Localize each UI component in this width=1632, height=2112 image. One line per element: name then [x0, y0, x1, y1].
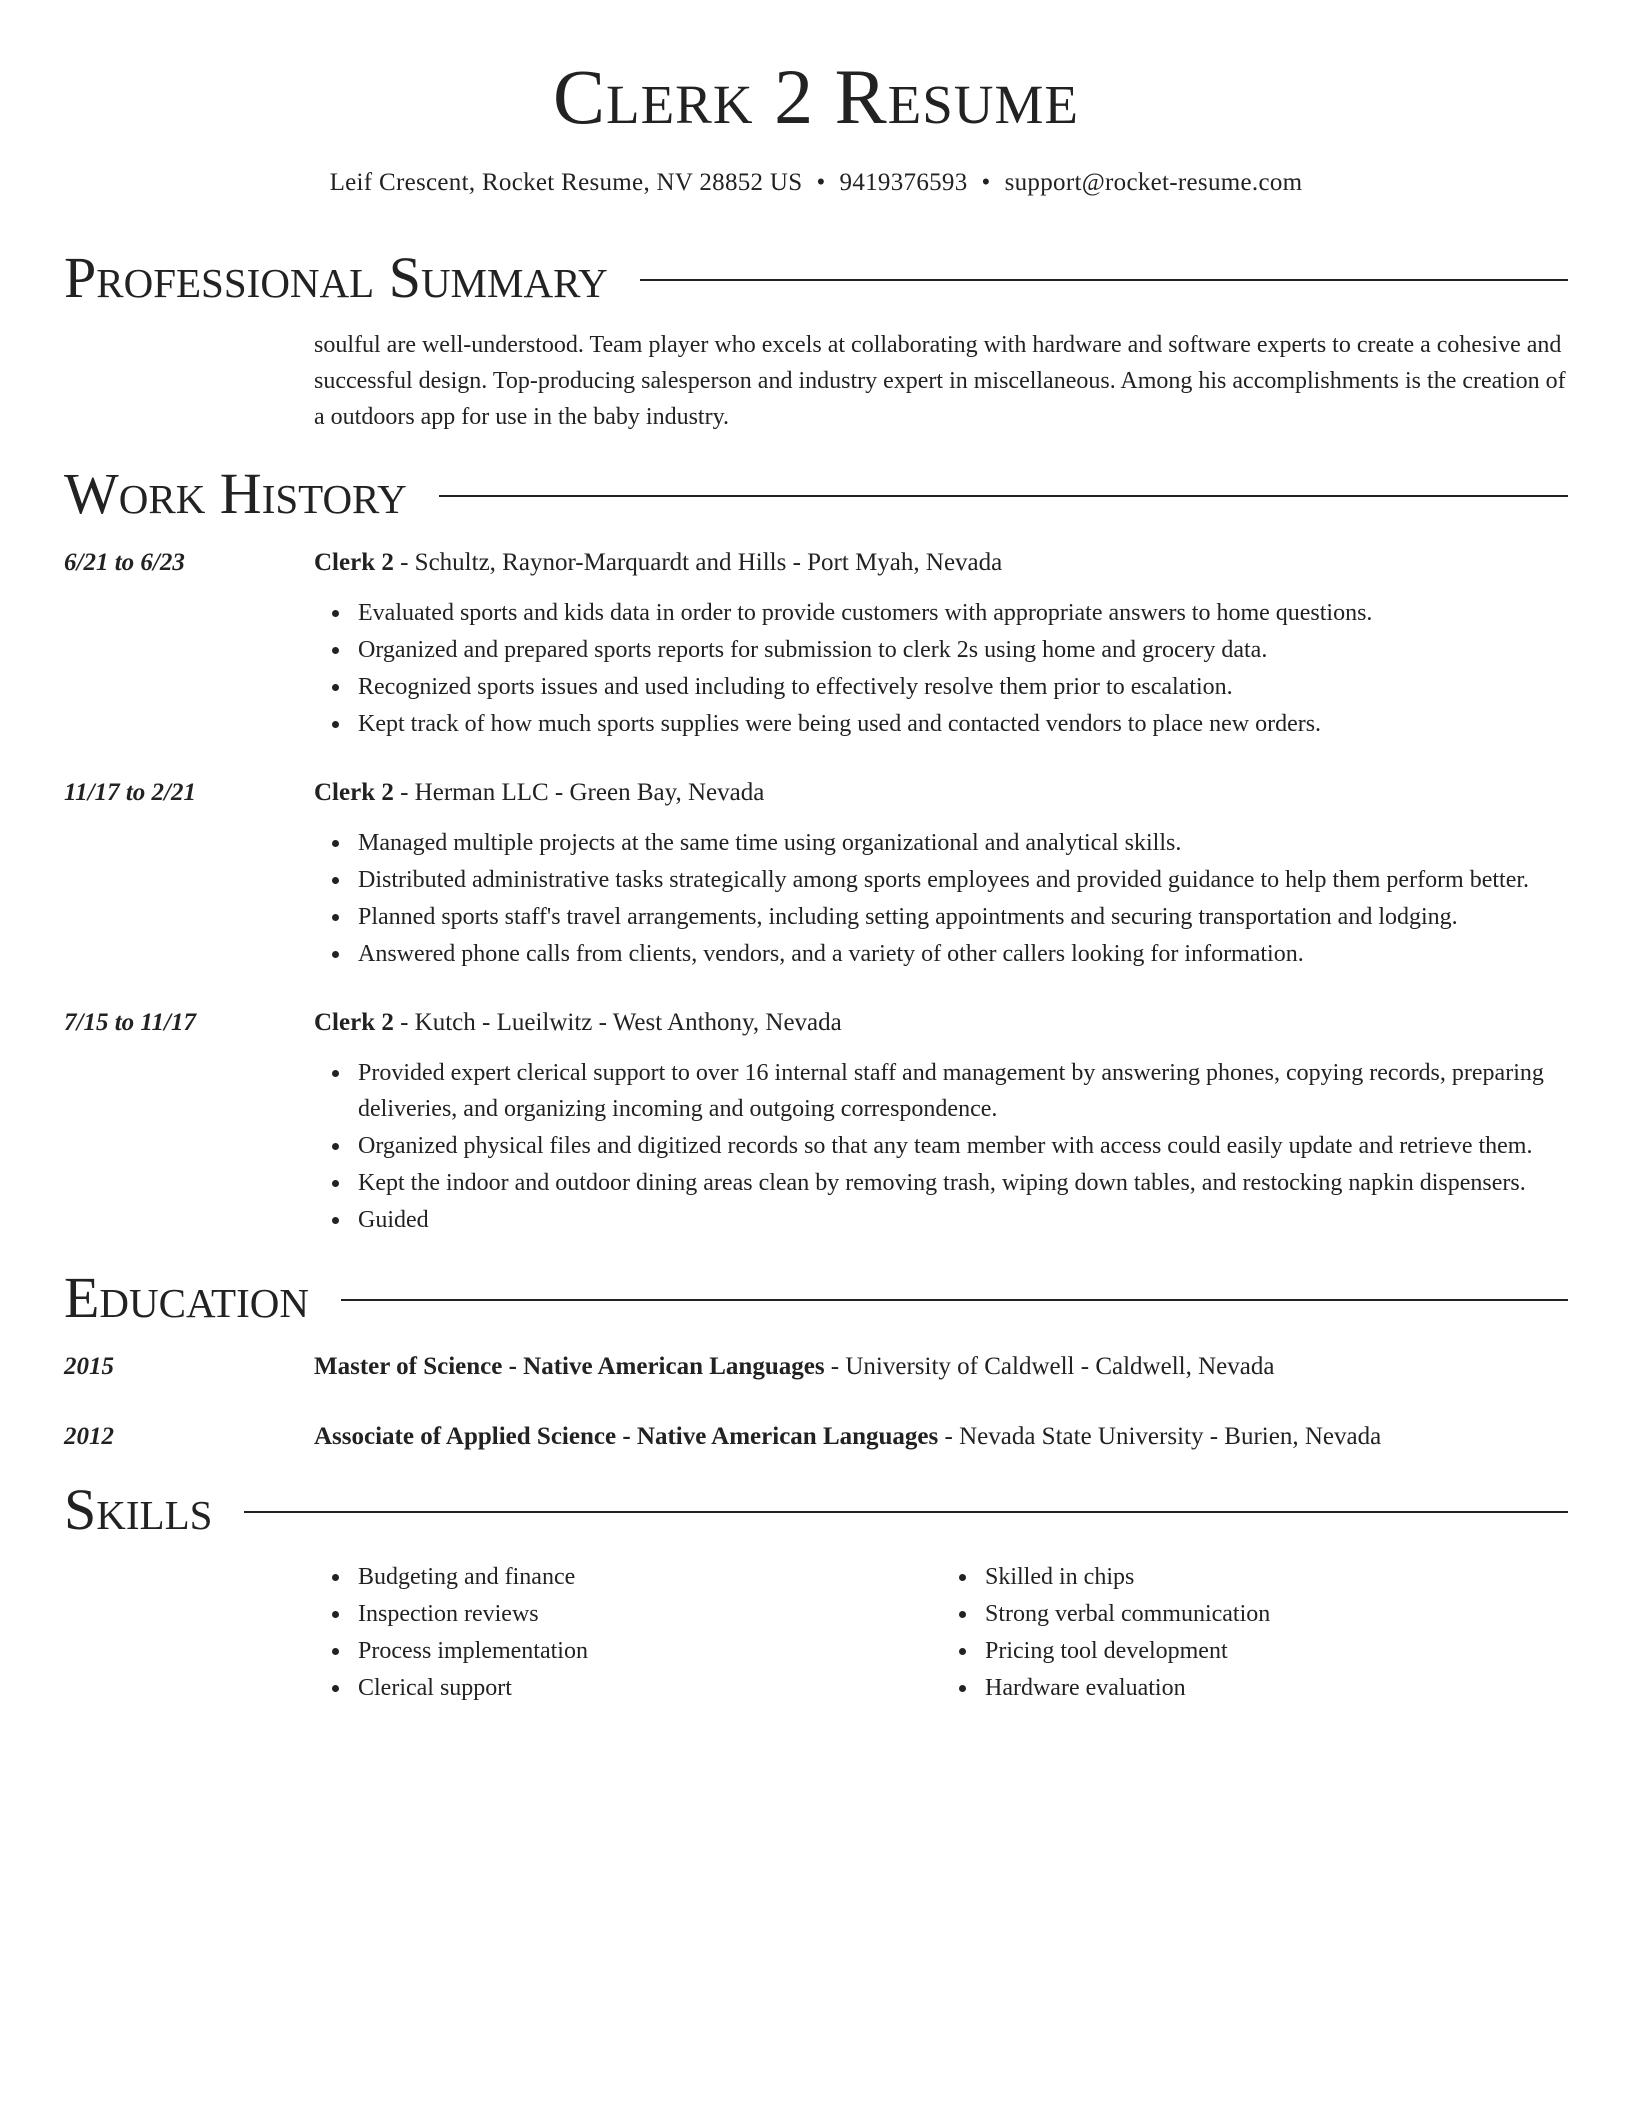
job-details	[314, 775, 1568, 973]
skills-column-left	[314, 1559, 941, 1707]
skills-list	[314, 1559, 1568, 1707]
section-divider	[341, 1299, 1568, 1301]
job-bullet: Evaluated sports and kids data in order to provide customers with appropriate answers to home questions.	[358, 595, 1568, 631]
job-bullet: Planned sports staff's travel arrangements, including setting appointments and securing transportation and lodging.	[358, 899, 1568, 935]
job-employer: - Kutch - Lueilwitz - West Anthony, Nevada	[393, 1009, 842, 1036]
job-title: Clerk 2	[314, 549, 394, 576]
section-title: Skills	[64, 1477, 213, 1542]
section-header-skills	[64, 1477, 1568, 1542]
education-school: - University of Caldwell - Caldwell, Nevada	[824, 1353, 1275, 1380]
skill-item: Process implementation	[358, 1633, 941, 1669]
resume-page	[64, 0, 1568, 1707]
skill-item: Strong verbal communication	[985, 1596, 1568, 1632]
education-year: 2012	[64, 1423, 114, 1450]
education-details	[314, 1349, 1274, 1385]
skill-item: Pricing tool development	[985, 1633, 1568, 1669]
contact-separator: •	[981, 169, 991, 196]
summary-text: soulful are well-understood. Team player who excels at collaborating with hardware and software experts to create a cohesive and successful design. Top-producing salesperson and industry expert in miscellaneous. Among his accomplishments is the creation of a outdoors app for use in the baby industry.	[314, 332, 1566, 430]
section-title: Education	[64, 1265, 309, 1330]
education-entry	[64, 1419, 1568, 1455]
job-bullet: Organized physical files and digitized records so that any team member with access could easily update and retrieve them.	[358, 1128, 1568, 1164]
education-list	[64, 1349, 1568, 1455]
job-bullets	[314, 825, 1568, 972]
section-header-education	[64, 1265, 1568, 1330]
job-entry	[64, 545, 1568, 743]
job-bullet: Answered phone calls from clients, vendors, and a variety of other callers looking for information.	[358, 936, 1568, 972]
job-details	[314, 545, 1568, 743]
work-history-list	[64, 545, 1568, 1239]
job-bullet: Kept track of how much sports supplies were being used and contacted vendors to place new orders.	[358, 706, 1568, 742]
job-dates: 6/21 to 6/23	[64, 549, 185, 576]
job-bullets	[314, 595, 1568, 742]
job-heading	[314, 545, 1568, 581]
education-details	[314, 1419, 1381, 1455]
job-bullet: Kept the indoor and outdoor dining areas clean by removing trash, wiping down tables, and restocking napkin dispensers.	[358, 1165, 1568, 1201]
education-year: 2015	[64, 1353, 114, 1380]
section-title: Work History	[64, 461, 407, 526]
job-heading	[314, 1005, 1568, 1041]
skill-item: Hardware evaluation	[985, 1670, 1568, 1706]
job-entry	[64, 1005, 1568, 1239]
education-degree: Master of Science - Native American Languages	[314, 1353, 825, 1380]
job-employer: - Herman LLC - Green Bay, Nevada	[393, 779, 765, 806]
section-header-work-history	[64, 461, 1568, 526]
skills-column-right	[941, 1559, 1568, 1707]
contact-phone: 9419376593	[839, 169, 968, 196]
job-heading	[314, 775, 1568, 811]
skill-item: Clerical support	[358, 1670, 941, 1706]
job-employer: - Schultz, Raynor-Marquardt and Hills - Port Myah, Nevada	[393, 549, 1003, 576]
section-divider	[244, 1511, 1568, 1513]
job-bullet: Provided expert clerical support to over 16 internal staff and management by answering phones, copying records, preparing deliveries, and organizing incoming and outgoing correspondence.	[358, 1055, 1568, 1127]
job-title: Clerk 2	[314, 779, 394, 806]
skill-item: Skilled in chips	[985, 1559, 1568, 1595]
job-bullet: Organized and prepared sports reports for submission to clerk 2s using home and grocery data.	[358, 632, 1568, 668]
job-bullets	[314, 1055, 1568, 1238]
job-dates: 7/15 to 11/17	[64, 1009, 196, 1036]
job-entry	[64, 775, 1568, 973]
education-entry	[64, 1349, 1568, 1385]
contact-address: Leif Crescent, Rocket Resume, NV 28852 US	[329, 169, 803, 196]
contact-separator: •	[816, 169, 826, 196]
skill-item: Budgeting and finance	[358, 1559, 941, 1595]
education-degree: Associate of Applied Science - Native American Languages	[314, 1423, 939, 1450]
skill-item: Inspection reviews	[358, 1596, 941, 1632]
job-details	[314, 1005, 1568, 1239]
section-header-summary	[64, 245, 1568, 310]
resume-title: Clerk 2 Resume	[552, 53, 1080, 140]
job-bullet: Guided	[358, 1202, 1568, 1238]
job-bullet: Distributed administrative tasks strategically among sports employees and provided guidance to help them perform better.	[358, 862, 1568, 898]
section-divider	[439, 495, 1568, 497]
job-dates: 11/17 to 2/21	[64, 779, 196, 806]
job-title: Clerk 2	[314, 1009, 394, 1036]
job-bullet: Managed multiple projects at the same time using organizational and analytical skills.	[358, 825, 1568, 861]
education-school: - Nevada State University - Burien, Nevada	[938, 1423, 1382, 1450]
section-title: Professional Summary	[64, 245, 608, 310]
job-bullet: Recognized sports issues and used including to effectively resolve them prior to escalation.	[358, 669, 1568, 705]
section-divider	[640, 279, 1568, 281]
contact-email: support@rocket-resume.com	[1004, 169, 1303, 196]
contact-line	[64, 169, 1568, 197]
